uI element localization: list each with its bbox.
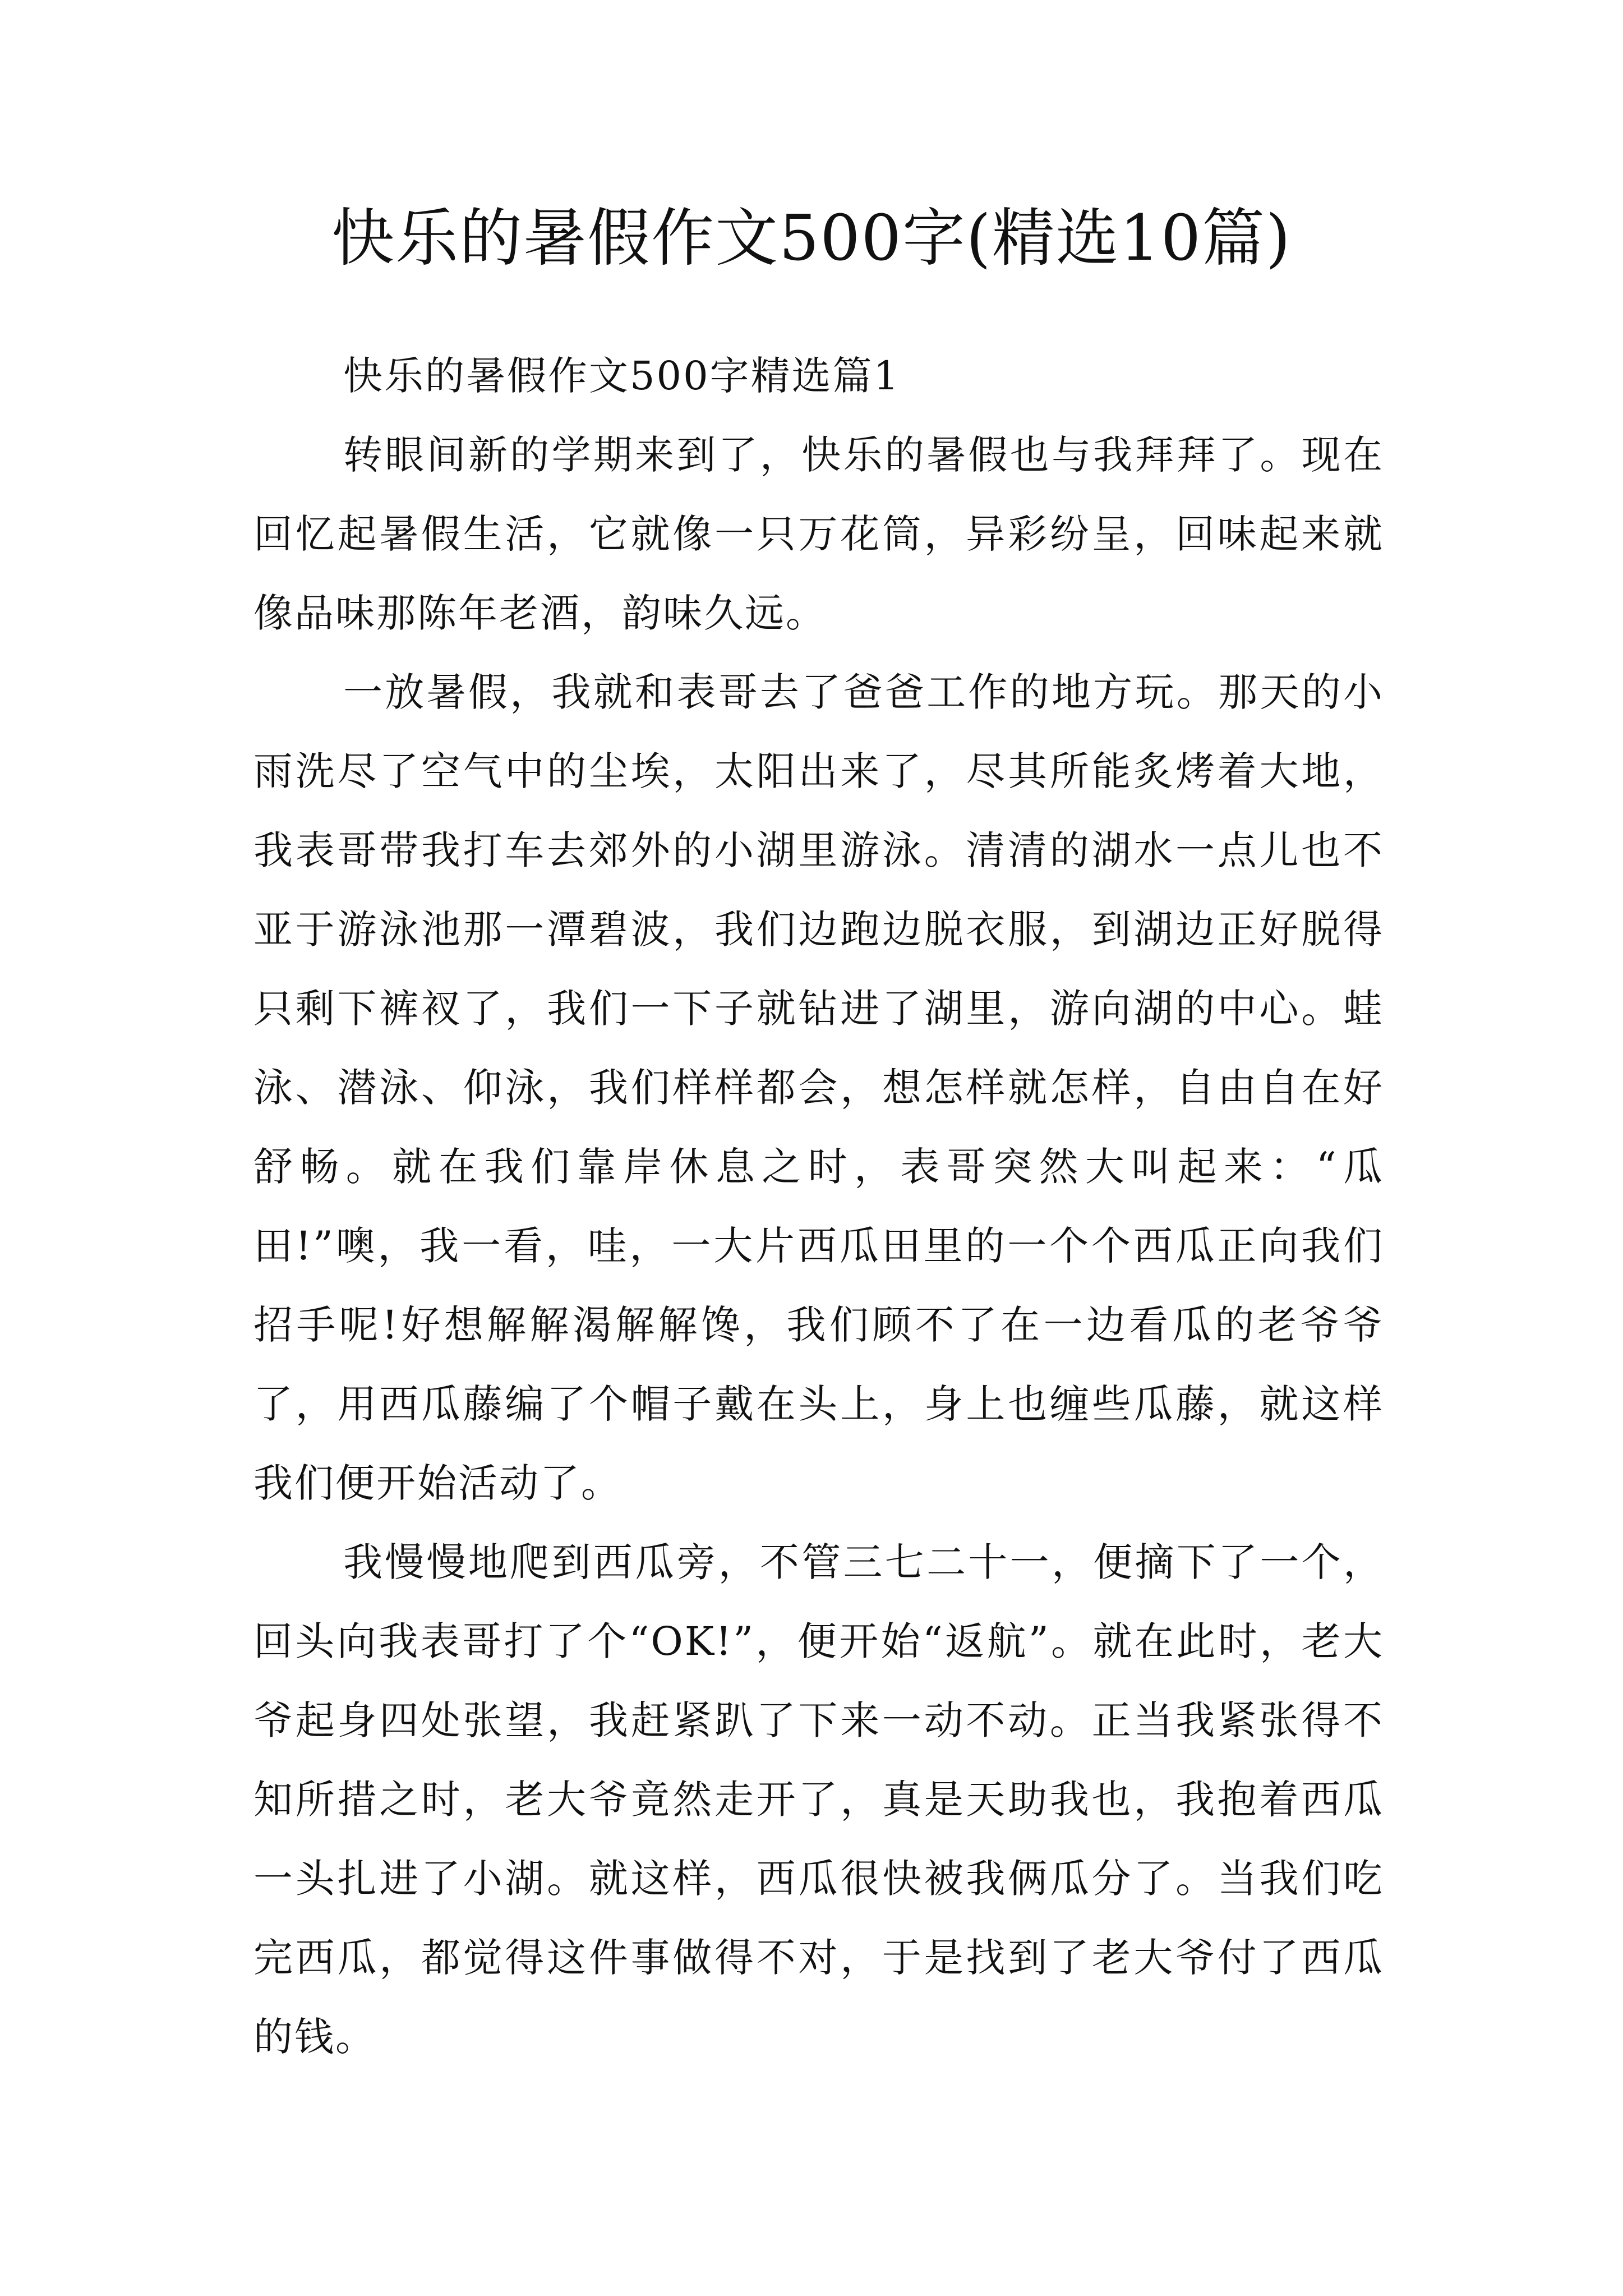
paragraph-1: 转眼间新的学期来到了，快乐的暑假也与我拜拜了。现在回忆起暑假生活，它就像一只万花筒，异彩纷呈，回味起来就像品味那陈年老酒，韵味久远。	[253, 432, 1384, 636]
paragraph-2: 一放暑假，我就和表哥去了爸爸工作的地方玩。那天的小雨洗尽了空气中的尘埃，太阳出来了，尽其所能炙烤着大地，我表哥带我打车去郊外的小湖里游泳。清清的湖水一点儿也不亚于游泳池那一潭碧波，我们边跑边脱衣服，到湖边正好脱得只剩下裤衩了，我们一下子就钻进了湖里，游向湖的中心。蛙泳、潜泳、仰泳，我们样样都会，想怎样就怎样，自由自在好舒畅。就在我们靠岸休息之时，表哥突然大叫起来：“瓜田!”噢，我一看，哇，一大片西瓜田里的一个个西瓜正向我们招手呢!好想解解渴解解馋，我们顾不了在一边看瓜的老爷爷了，用西瓜藤编了个帽子戴在头上，身上也缠些瓜藤，就这样我们便开始活动了。	[253, 669, 1384, 1506]
paragraph-3: 我慢慢地爬到西瓜旁，不管三七二十一，便摘下了一个，回头向我表哥打了个“OK!”，便开始“返航”。就在此时，老大爷起身四处张望，我赶紧趴了下来一动不动。正当我紧张得不知所措之时，老大爷竟然走开了，真是天助我也，我抱着西瓜一头扎进了小湖。就这样，西瓜很快被我俩瓜分了。当我们吃完西瓜，都觉得这件事做得不对，于是找到了老大爷付了西瓜的钱。	[253, 1539, 1384, 2060]
section-heading: 快乐的暑假作文500字精选篇1	[343, 353, 901, 399]
document-body	[253, 337, 1384, 2077]
document-title: 快乐的暑假作文500字(精选10篇)	[331, 202, 1292, 275]
